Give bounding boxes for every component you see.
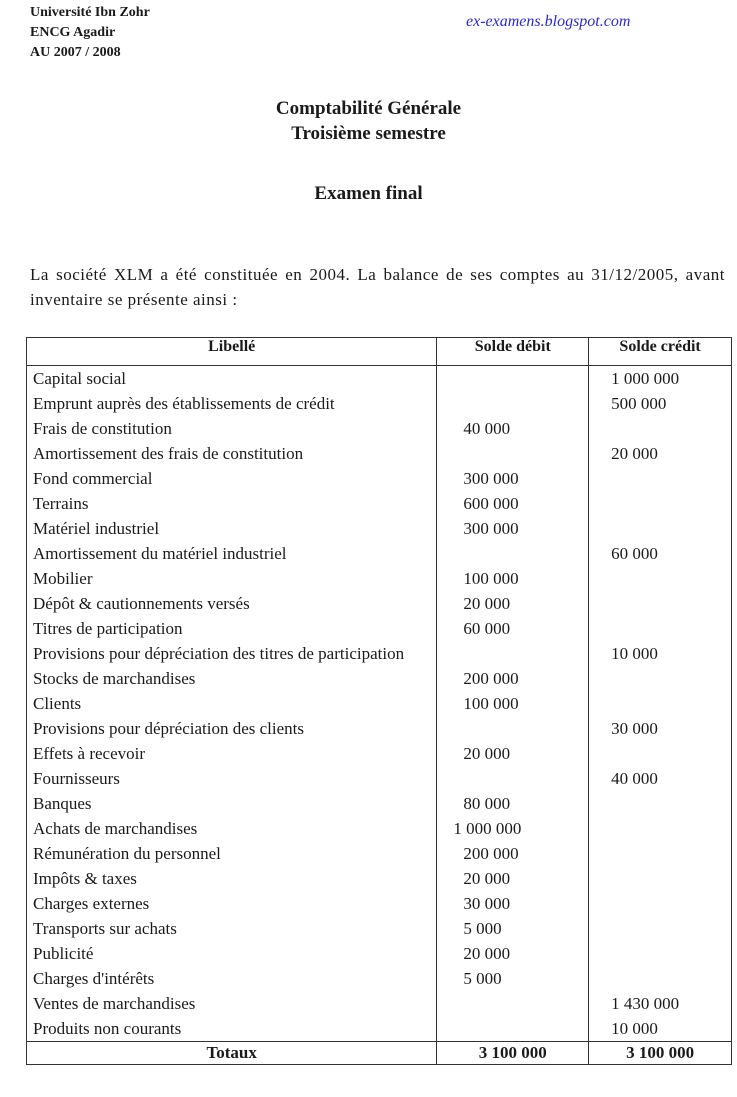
table-row (27, 841, 732, 866)
row-credit (589, 791, 732, 816)
table-row (27, 466, 732, 491)
row-debit: 20 000 (437, 741, 589, 766)
row-debit: 20 000 (437, 591, 589, 616)
totals-credit: 3 100 000 (589, 1042, 732, 1065)
row-debit (437, 766, 589, 791)
table-row (27, 1016, 732, 1042)
row-debit: 20 000 (437, 866, 589, 891)
table-row (27, 366, 732, 392)
row-credit (589, 916, 732, 941)
header-credit: Solde crédit (589, 338, 732, 366)
row-debit: 60 000 (437, 616, 589, 641)
header-label: Libellé (27, 338, 437, 366)
row-debit: 5 000 (437, 966, 589, 991)
row-label: Terrains (27, 491, 437, 516)
row-label: Publicité (27, 941, 437, 966)
row-debit (437, 391, 589, 416)
table-row (27, 516, 732, 541)
row-credit: 40 000 (589, 766, 732, 791)
row-debit: 5 000 (437, 916, 589, 941)
table-row (27, 716, 732, 741)
table-row (27, 566, 732, 591)
institution-header (30, 3, 150, 63)
row-debit (437, 991, 589, 1016)
table-row (27, 941, 732, 966)
row-label: Frais de constitution (27, 416, 437, 441)
row-debit (437, 1016, 589, 1042)
row-credit (589, 841, 732, 866)
row-credit: 1 430 000 (589, 991, 732, 1016)
row-debit: 100 000 (437, 566, 589, 591)
table-row (27, 441, 732, 466)
row-credit (589, 891, 732, 916)
row-credit (589, 941, 732, 966)
blog-link[interactable]: ex-examens.blogspot.com (466, 13, 631, 30)
table-row (27, 541, 732, 566)
table-row (27, 391, 732, 416)
row-label: Clients (27, 691, 437, 716)
row-credit: 1 000 000 (589, 366, 732, 392)
row-debit: 200 000 (437, 666, 589, 691)
semester-title: Troisième semestre (291, 123, 446, 144)
row-credit (589, 691, 732, 716)
row-label: Amortissement du matériel industriel (27, 541, 437, 566)
row-credit (589, 466, 732, 491)
row-debit: 30 000 (437, 891, 589, 916)
row-label: Amortissement des frais de constitution (27, 441, 437, 466)
row-credit (589, 666, 732, 691)
row-label: Mobilier (27, 566, 437, 591)
row-debit: 40 000 (437, 416, 589, 441)
intro-paragraph: La société XLM a été constituée en 2004. La balance de ses comptes au 31/12/2005, avant inventaire se présente ainsi : (30, 265, 725, 309)
row-debit: 200 000 (437, 841, 589, 866)
table-row (27, 641, 732, 666)
row-label: Charges externes (27, 891, 437, 916)
balance-table (26, 337, 732, 1065)
table-row (27, 991, 732, 1016)
row-label: Titres de participation (27, 616, 437, 641)
row-debit (437, 366, 589, 392)
table-row (27, 816, 732, 841)
row-credit (589, 616, 732, 641)
row-debit: 300 000 (437, 516, 589, 541)
row-credit (589, 966, 732, 991)
row-credit: 20 000 (589, 441, 732, 466)
row-debit (437, 641, 589, 666)
table-row (27, 766, 732, 791)
totals-row (27, 1042, 732, 1065)
row-credit (589, 491, 732, 516)
table-row (27, 416, 732, 441)
header-debit: Solde débit (437, 338, 589, 366)
row-label: Rémunération du personnel (27, 841, 437, 866)
row-label: Ventes de marchandises (27, 991, 437, 1016)
table-header-row (27, 338, 732, 366)
table-row (27, 791, 732, 816)
totals-debit: 3 100 000 (437, 1042, 589, 1065)
row-label: Achats de marchandises (27, 816, 437, 841)
row-debit: 1 000 000 (437, 816, 589, 841)
row-debit: 100 000 (437, 691, 589, 716)
row-label: Transports sur achats (27, 916, 437, 941)
row-credit (589, 566, 732, 591)
row-label: Capital social (27, 366, 437, 392)
academic-year: AU 2007 / 2008 (30, 45, 121, 60)
table-row (27, 966, 732, 991)
row-debit: 300 000 (437, 466, 589, 491)
row-debit: 80 000 (437, 791, 589, 816)
row-credit (589, 516, 732, 541)
course-title: Comptabilité Générale (275, 98, 462, 119)
row-label: Emprunt auprès des établissements de crédit (27, 391, 437, 416)
row-credit: 10 000 (589, 641, 732, 666)
row-label: Produits non courants (27, 1016, 437, 1042)
table-row (27, 491, 732, 516)
row-credit (589, 866, 732, 891)
row-label: Charges d'intérêts (27, 966, 437, 991)
title-block (0, 96, 737, 146)
row-credit: 500 000 (589, 391, 732, 416)
row-credit (589, 591, 732, 616)
table-row (27, 891, 732, 916)
row-credit: 10 000 (589, 1016, 732, 1042)
row-credit (589, 741, 732, 766)
row-credit: 60 000 (589, 541, 732, 566)
row-label: Fond commercial (27, 466, 437, 491)
row-label: Dépôt & cautionnements versés (27, 591, 437, 616)
table-row (27, 741, 732, 766)
row-label: Fournisseurs (27, 766, 437, 791)
totals-label: Totaux (27, 1042, 437, 1065)
row-debit: 600 000 (437, 491, 589, 516)
row-label: Provisions pour dépréciation des titres de participation (27, 641, 437, 666)
row-label: Banques (27, 791, 437, 816)
table-row (27, 666, 732, 691)
row-label: Impôts & taxes (27, 866, 437, 891)
table-row (27, 616, 732, 641)
row-label: Matériel industriel (27, 516, 437, 541)
row-credit: 30 000 (589, 716, 732, 741)
row-debit (437, 441, 589, 466)
row-debit (437, 716, 589, 741)
table-row (27, 591, 732, 616)
exam-title: Examen final (314, 183, 423, 204)
row-label: Effets à recevoir (27, 741, 437, 766)
university-name: Université Ibn Zohr (30, 5, 150, 20)
school-name: ENCG Agadir (30, 25, 116, 40)
table-row (27, 916, 732, 941)
row-credit (589, 416, 732, 441)
row-label: Provisions pour dépréciation des clients (27, 716, 437, 741)
table-row (27, 691, 732, 716)
table-row (27, 866, 732, 891)
row-credit (589, 816, 732, 841)
row-debit: 20 000 (437, 941, 589, 966)
row-label: Stocks de marchandises (27, 666, 437, 691)
row-debit (437, 541, 589, 566)
